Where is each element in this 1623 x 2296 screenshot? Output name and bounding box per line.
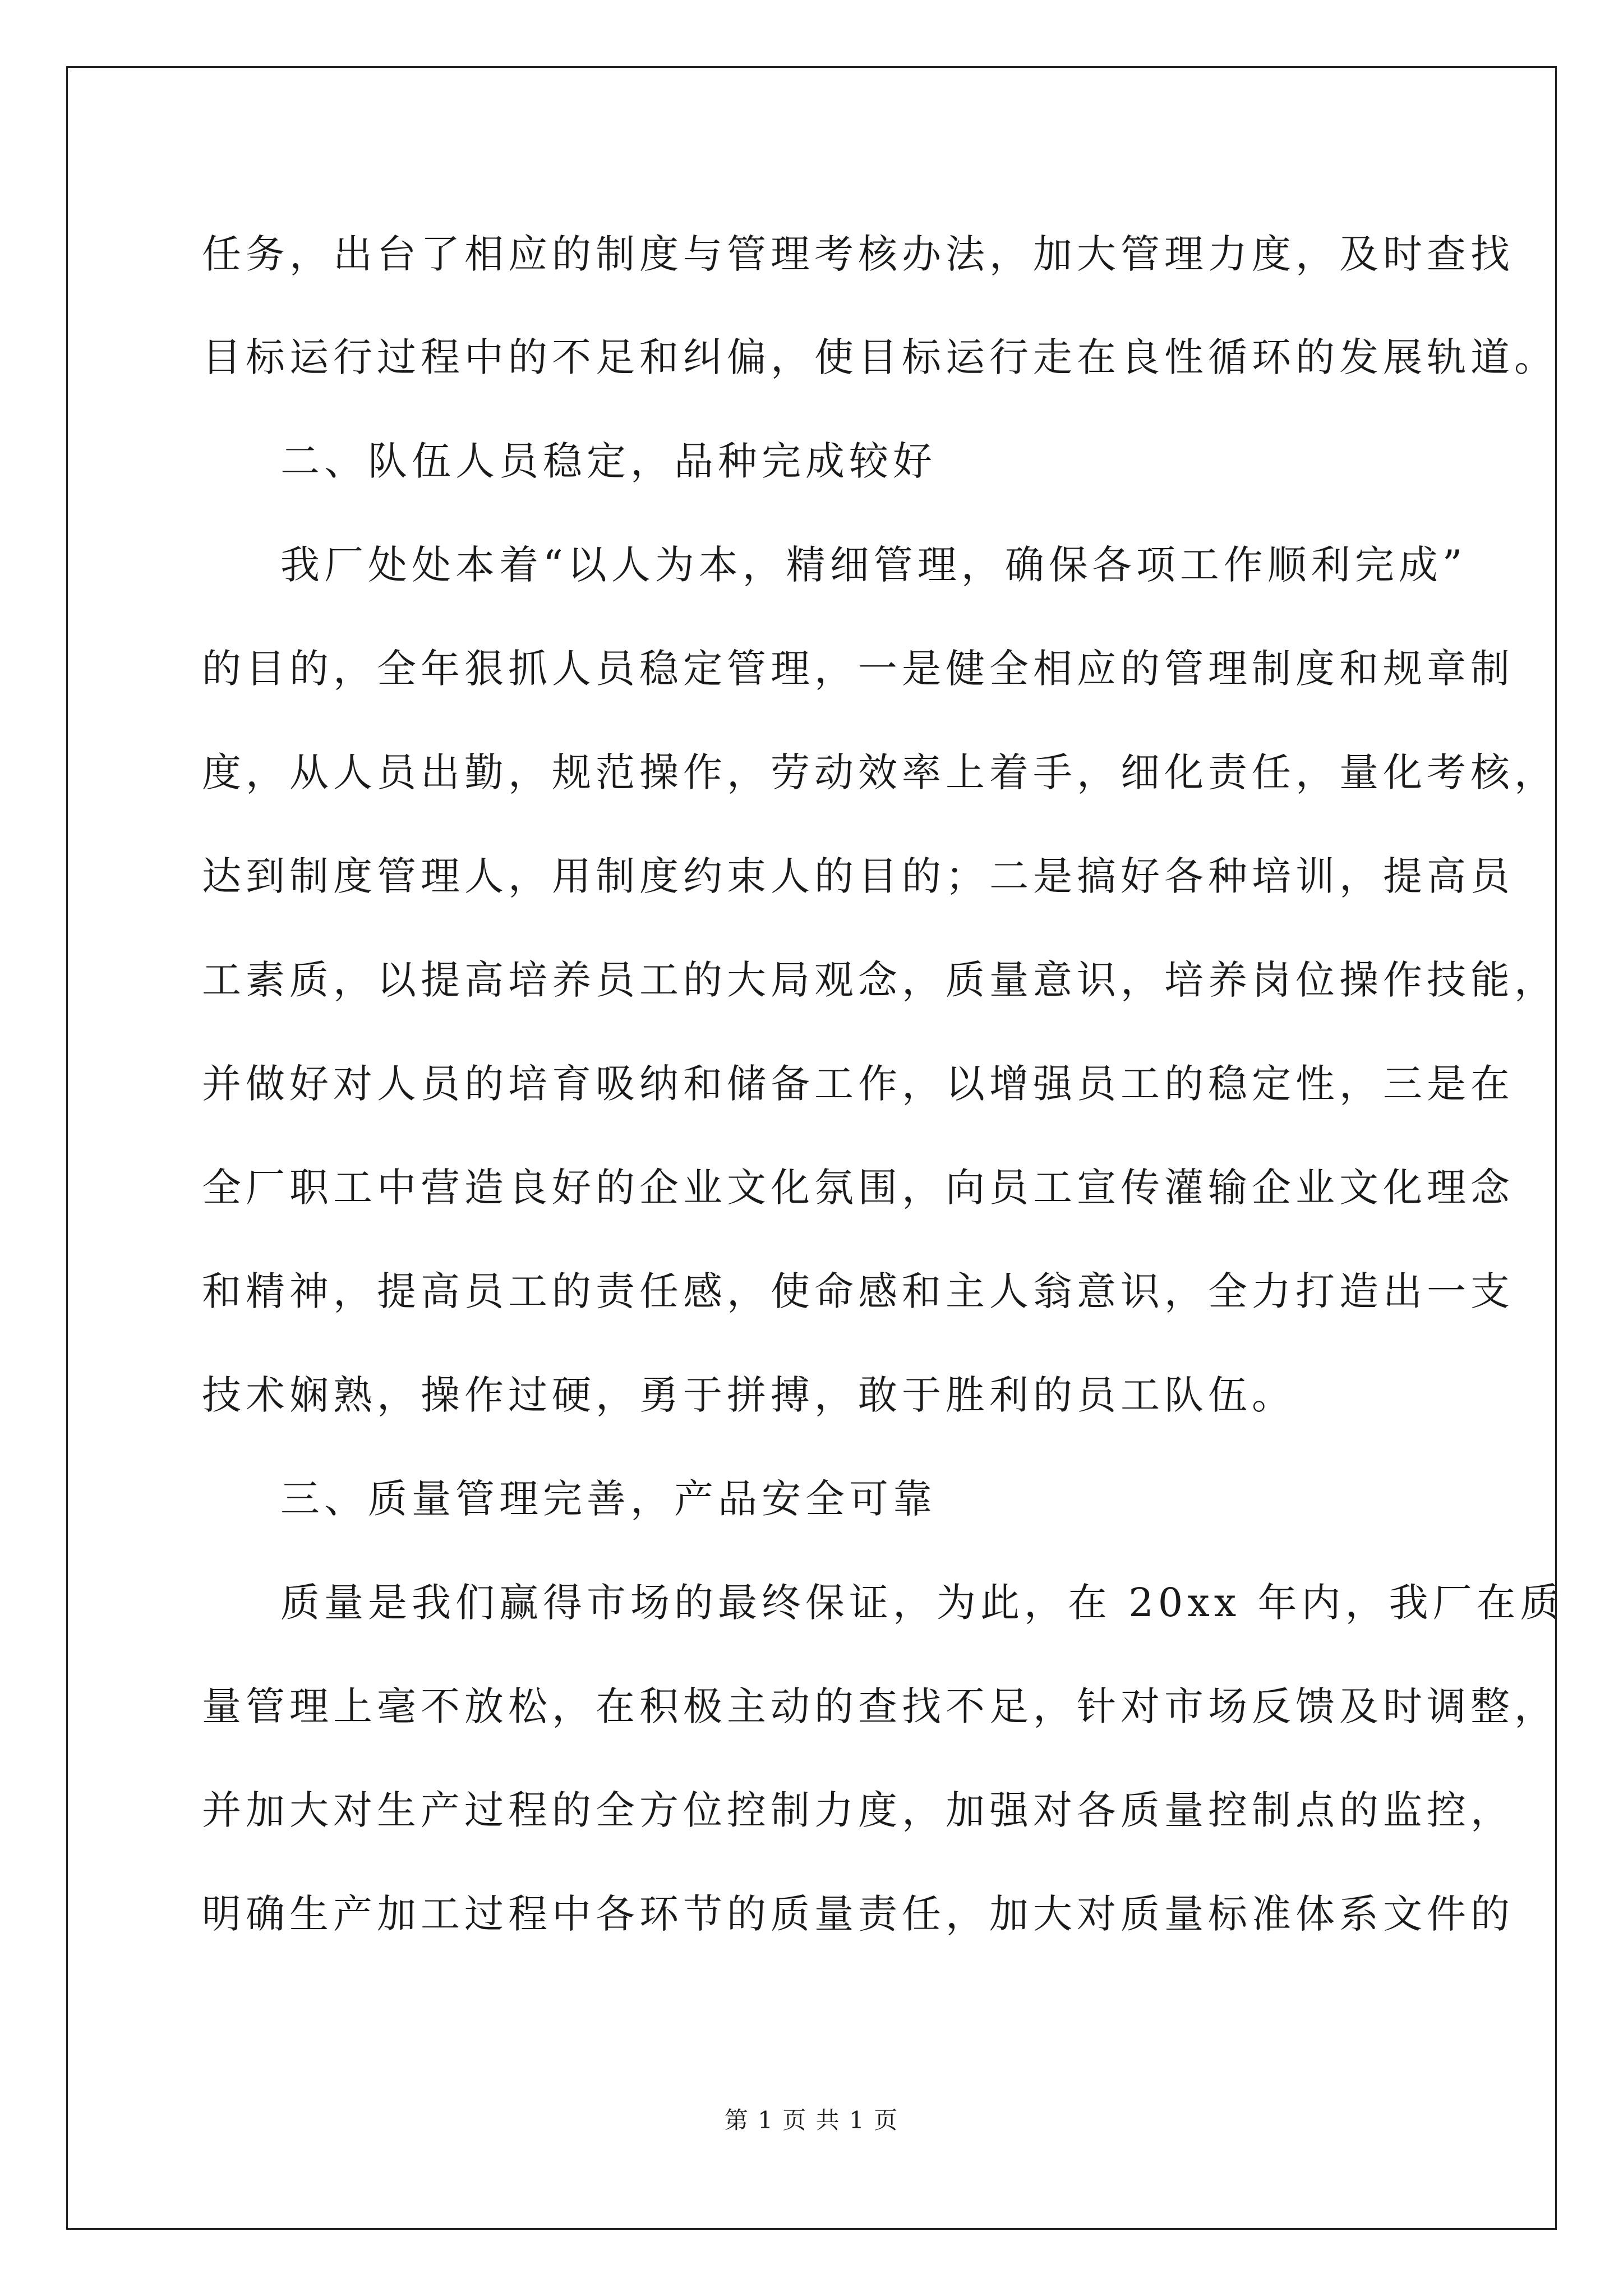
body-line: 量管理上毫不放松，在积极主动的查找不足，针对市场反馈及时调整， bbox=[202, 1683, 1558, 1729]
body-line: 的目的，全年狠抓人员稳定管理，一是健全相应的管理制度和规章制 bbox=[202, 646, 1514, 692]
body-line: 并做好对人员的培育吸纳和储备工作，以增强员工的稳定性，三是在 bbox=[202, 1061, 1514, 1107]
body-line: 明确生产加工过程中各环节的质量责任，加大对质量标准体系文件的 bbox=[202, 1891, 1514, 1937]
body-line: 任务，出台了相应的制度与管理考核办法，加大管理力度，及时查找 bbox=[202, 231, 1514, 277]
body-line: 和精神，提高员工的责任感，使命感和主人翁意识，全力打造出一支 bbox=[202, 1268, 1514, 1314]
body-line: 目标运行过程中的不足和纠偏，使目标运行走在良性循环的发展轨道。 bbox=[202, 334, 1558, 380]
section-heading: 二、队伍人员稳定，品种完成较好 bbox=[280, 438, 937, 484]
body-line: 达到制度管理人，用制度约束人的目的；二是搞好各种培训，提高员 bbox=[202, 853, 1514, 899]
page-footer: 第 1 页 共 1 页 bbox=[724, 2106, 899, 2134]
body-line: 我厂处处本着“以人为本，精细管理，确保各项工作顺利完成” bbox=[280, 542, 1467, 588]
section-heading: 三、质量管理完善，产品安全可靠 bbox=[280, 1476, 937, 1522]
body-line: 并加大对生产过程的全方位控制力度，加强对各质量控制点的监控， bbox=[202, 1787, 1514, 1833]
body-line: 质量是我们赢得市场的最终保证，为此，在 20xx 年内，我厂在质 bbox=[280, 1580, 1564, 1626]
body-line: 工素质，以提高培养员工的大局观念，质量意识，培养岗位操作技能， bbox=[202, 957, 1558, 1003]
body-line: 全厂职工中营造良好的企业文化氛围，向员工宣传灌输企业文化理念 bbox=[202, 1165, 1514, 1211]
body-line: 度，从人员出勤，规范操作，劳动效率上着手，细化责任，量化考核， bbox=[202, 749, 1558, 795]
body-line: 技术娴熟，操作过硬，勇于拼搏，敢于胜利的员工队伍。 bbox=[202, 1372, 1295, 1418]
